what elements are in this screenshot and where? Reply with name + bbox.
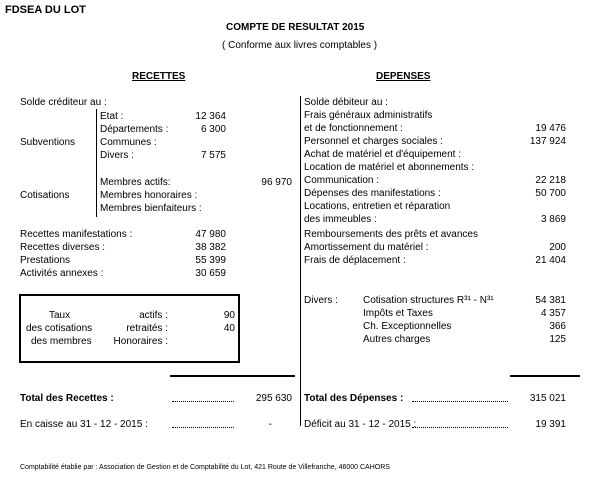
- deficit-leader: [412, 427, 508, 428]
- subventions-label: Subventions: [20, 137, 76, 148]
- footer-note: Comptabilité établie par : Association de Gestion et de Comptabilité du Lot, 421 Route de Villefranche, 46000 CAHORS: [20, 464, 390, 471]
- subvention-departements-value: 6 300: [200, 124, 226, 135]
- en-caisse-value: -: [268, 419, 272, 430]
- remboursements-label: Remboursements des prêts et avances: [304, 229, 478, 240]
- achat-materiel-label: Achat de matériel et d'équipement :: [304, 149, 462, 160]
- divers-impots-value: 4 357: [540, 308, 566, 319]
- depenses-heading: DEPENSES: [376, 71, 431, 82]
- membres-actifs-value: 96 970: [261, 177, 292, 188]
- taux-retraites-value: 40: [223, 323, 235, 334]
- total-depenses-value: 315 021: [529, 393, 566, 404]
- recettes-diverses-value: 38 382: [195, 242, 226, 253]
- activites-annexes-value: 30 659: [195, 268, 226, 279]
- depenses-manifestations-value: 50 700: [535, 188, 566, 199]
- deficit-label: Déficit au 31 - 12 - 2015 :: [304, 419, 417, 430]
- divers-impots-label: Impôts et Taxes: [363, 308, 433, 319]
- recettes-manifestations-value: 47 980: [195, 229, 226, 240]
- subvention-divers-label: Divers :: [100, 150, 134, 161]
- center-divider: [300, 96, 301, 426]
- membres-bienfaiteurs-label: Membres bienfaiteurs :: [100, 203, 202, 214]
- depenses-total-rule: [510, 375, 580, 377]
- frais-generaux-value: 19 476: [535, 123, 566, 134]
- subvention-etat-value: 12 364: [195, 111, 226, 122]
- divers-autres-value: 125: [549, 334, 566, 345]
- solde-crediteur: Solde créditeur au :: [20, 97, 107, 108]
- depenses-manifestations-label: Dépenses des manifestations :: [304, 188, 441, 199]
- subvention-communes-label: Communes :: [100, 137, 157, 148]
- activites-annexes-label: Activités annexes :: [20, 268, 104, 279]
- recettes-heading: RECETTES: [132, 71, 186, 82]
- subvention-etat-label: Etat :: [100, 111, 124, 122]
- taux-retraites-label: retraités :: [126, 323, 168, 334]
- taux-actifs-value: 90: [223, 310, 235, 321]
- deplacement-value: 21 404: [535, 255, 566, 266]
- taux-label-2: des cotisations: [26, 323, 93, 334]
- divers-label: Divers :: [304, 295, 338, 306]
- total-recettes-label: Total des Recettes :: [20, 393, 114, 404]
- taux-label-1: Taux: [49, 310, 71, 321]
- membres-actifs-label: Membres actifs:: [100, 177, 171, 188]
- prestations-value: 55 399: [195, 255, 226, 266]
- total-recettes-value: 295 630: [255, 393, 292, 404]
- divers-autres-label: Autres charges: [363, 334, 431, 345]
- total-depenses-label: Total des Dépenses :: [304, 393, 404, 404]
- total-depenses-leader: [412, 401, 508, 402]
- divers-cotisation-value: 54 381: [535, 295, 566, 306]
- divers-exceptionnelles-value: 366: [549, 321, 566, 332]
- amortissement-label: Amortissement du matériel :: [304, 242, 429, 253]
- membres-honoraires-label: Membres honoraires :: [100, 190, 198, 201]
- recettes-manifestations-label: Recettes manifestations :: [20, 229, 133, 240]
- locations-line1: Locations, entretien et réparation: [304, 201, 451, 212]
- frais-generaux-line2: et de fonctionnement :: [304, 123, 403, 134]
- divers-cotisation-label: Cotisation structures R³¹ - N³¹: [363, 295, 494, 306]
- org-name: FDSEA DU LOT: [5, 4, 86, 16]
- recettes-inner-rule: [96, 109, 97, 217]
- personnel-label: Personnel et charges sociales :: [304, 136, 443, 147]
- solde-debiteur: Solde débiteur au :: [304, 97, 388, 108]
- subvention-divers-value: 7 575: [200, 150, 226, 161]
- communication-label: Communication :: [304, 175, 380, 186]
- locations-value: 3 869: [540, 214, 566, 225]
- frais-generaux-line1: Frais généraux administratifs: [304, 110, 433, 121]
- subvention-departements-label: Départements :: [100, 124, 169, 135]
- en-caisse-label: En caisse au 31 - 12 - 2015 :: [20, 419, 148, 430]
- prestations-label: Prestations: [20, 255, 71, 266]
- amortissement-value: 200: [549, 242, 566, 253]
- deplacement-label: Frais de déplacement :: [304, 255, 406, 266]
- divers-exceptionnelles-label: Ch. Exceptionnelles: [363, 321, 452, 332]
- page-subtitle: ( Conforme aux livres comptables ): [222, 40, 378, 51]
- location-materiel-label: Location de matériel et abonnements :: [304, 162, 475, 173]
- recettes-diverses-label: Recettes diverses :: [20, 242, 106, 253]
- locations-line2: des immeubles :: [304, 214, 377, 225]
- en-caisse-leader: [172, 427, 234, 428]
- recettes-total-rule: [170, 375, 295, 377]
- personnel-value: 137 924: [529, 136, 566, 147]
- deficit-value: 19 391: [535, 419, 566, 430]
- total-recettes-leader: [172, 401, 234, 402]
- taux-actifs-label: actifs :: [139, 310, 168, 321]
- cotisations-label: Cotisations: [20, 190, 70, 201]
- taux-label-3: des membres: [31, 336, 92, 347]
- page-title: COMPTE DE RESULTAT 2015: [226, 22, 365, 33]
- communication-value: 22 218: [535, 175, 566, 186]
- taux-honoraires-label: Honoraires :: [113, 336, 168, 347]
